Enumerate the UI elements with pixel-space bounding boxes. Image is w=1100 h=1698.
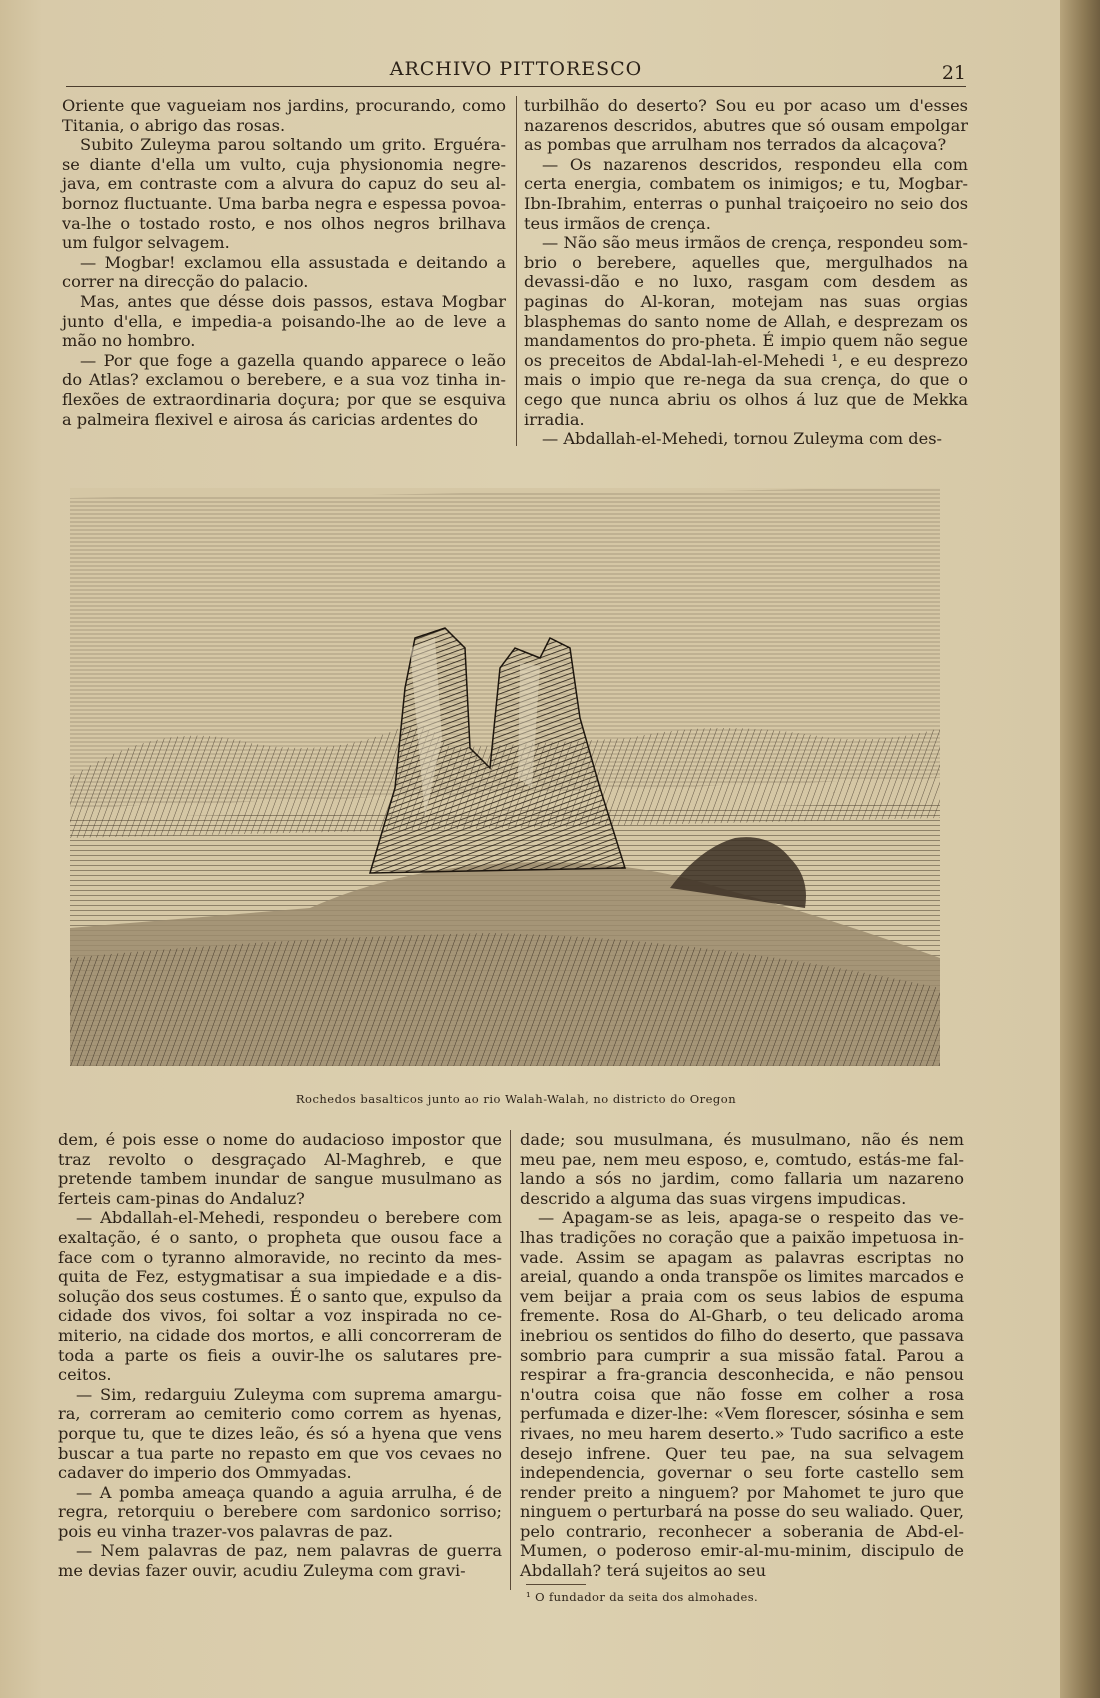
paragraph: — Não são meus irmãos de crença, respondeu som-brio o berebere, aquelles que, mergulhados na devassi-dão e no luxo, rasgam com desdem as paginas do Al-koran, motejam nas suas orgias blasphemas do santo nome de Allah, e desprezam os mandamentos do pro-pheta. É impio quem não segue os preceitos de Abdal-lah-el-Mehedi ¹, e eu desprezo mais o impio que re-nega da sua crença, do que o cego que nunca abriu os olhos á luz que de Mekka irradia. xyxy=(524,233,968,429)
paragraph: — Abdallah-el-Mehedi, respondeu o berebere com exaltação, é o santo, o propheta que ousou face a face com o tyranno almoravide, no recinto da mes-quita de Fez, estygmatisar a sua impiedade e a dis-solução dos seus costumes. É o santo que, expulso da cidade dos vivos, foi soltar a voz inspirada no ce-miterio, na cidade dos mortos, e alli concorreram de toda a parte os fieis a ouvir-lhe os salutares pre-ceitos. xyxy=(58,1208,502,1385)
column-rule xyxy=(516,96,517,446)
paragraph: turbilhão do deserto? Sou eu por acaso um d'esses nazarenos descridos, abutres que só ousam empolgar as pombas que arrulham nos terrados da alcaçova? xyxy=(524,96,968,155)
paragraph: — A pomba ameaça quando a aguia arrulha, é de regra, retorquiu o berebere com sardonico sorriso; pois eu vinha trazer-vos palavras de paz. xyxy=(58,1482,502,1541)
paragraph: dem, é pois esse o nome do audacioso impostor que traz revolto o desgraçado Al-Maghreb, e que pretende tambem inundar de sangue musulmano as ferteis cam-pinas do Andaluz? xyxy=(58,1130,502,1208)
footnote-rule xyxy=(526,1584,586,1585)
paragraph: — Apagam-se as leis, apaga-se o respeito das ve-lhas tradições no coração que a paixão impetuosa in-vade. Assim se apagam as palavras escriptas no areial, quando a onda transpõe os limites marcados e vem beijar a praia com os seus labios de espuma fremente. Rosa do Al-Gharb, o teu delicado aroma inebriou os sentidos do filho do deserto, que passava sombrio para cumprir a sua missão fatal. Parou a respirar a fra-grancia desconhecida, e não pensou n'outra coisa que não fosse em colher a rosa perfumada e dizer-lhe: «Vem florescer, sósinha e sem rivaes, no meu harem deserto.» Tudo sacrifico a este desejo infrene. Quer teu pae, na sua selvagem independencia, governar o seu forte castello sem render preito a ninguem? por Mahomet te juro que ninguem o perturbará na posse do seu waliado. Quer, pelo contrario, reconhecer a soberania de Abd-el-Mumen, o poderoso emir-al-mu-minim, discipulo de Abdallah? terá sujeitos ao seu xyxy=(520,1208,964,1581)
top-right-column xyxy=(524,96,968,449)
engraving-basalt-rocks xyxy=(70,488,940,1066)
paragraph: — Os nazarenos descridos, respondeu ella com certa energia, combatem os inimigos; e tu, Mogbar-Ibn-Ibrahim, enterras o punhal traiçoeiro no seio dos teus irmãos de crença. xyxy=(524,154,968,233)
paragraph: Mas, antes que désse dois passos, estava Mogbar junto d'ella, e impedia-a poisando-lhe ao de leve a mão no hombro. xyxy=(62,291,506,351)
header-rule xyxy=(66,86,966,87)
book-binding-edge xyxy=(1060,0,1100,1698)
paragraph: Oriente que vagueiam nos jardins, procurando, como Titania, o abrigo das rosas. xyxy=(62,96,506,135)
paragraph: Subito Zuleyma parou soltando um grito. Erguéra-se diante d'ella um vulto, cuja physionomia negre-java, em contraste com a alvura do capuz do seu al-bornoz fluctuante. Uma barba negra e espessa povoa-va-lhe o tostado rosto, e nos olhos negros brilhava um fulgor selvagem. xyxy=(62,135,506,253)
paragraph: — Abdallah-el-Mehedi, tornou Zuleyma com des- xyxy=(542,429,942,449)
paragraph: dade; sou musulmana, és musulmano, não és nem meu pae, nem meu esposo, e, comtudo, estás-me fal-lando a sós no jardim, como fallaria um nazareno descrido a alguma das suas virgens impudicas. xyxy=(520,1130,964,1208)
bottom-left-column xyxy=(58,1130,502,1581)
top-left-column xyxy=(62,96,506,429)
running-head xyxy=(66,56,966,84)
paragraph: — Mogbar! exclamou ella assustada e deitando a correr na direcção do palacio. xyxy=(62,252,506,292)
page-number: 21 xyxy=(941,62,966,84)
paragraph: — Nem palavras de paz, nem palavras de guerra me devias fazer ouvir, acudiu Zuleyma com gravi- xyxy=(58,1541,502,1581)
paragraph: — Por que foge a gazella quando apparece o leão do Atlas? exclamou o berebere, e a sua voz tinha in-flexões de extraordinaria doçura; por que se esquiva a palmeira flexivel e airosa ás caricias ardentes do xyxy=(62,350,506,429)
journal-title: ARCHIVO PITTORESCO xyxy=(389,58,643,80)
column-rule xyxy=(510,1130,511,1590)
paragraph: — Sim, redarguiu Zuleyma com suprema amargu-ra, correram ao cemiterio como correm as hyenas, porque tu, que te dizes leão, és só a hyena que vens buscar a tua parte no repasto em que vos cevaes no cadaver do imperio dos Ommyadas. xyxy=(58,1384,502,1483)
figure-caption: Rochedos basalticos junto ao rio Walah-Walah, no districto do Oregon xyxy=(295,1092,737,1106)
bottom-right-column xyxy=(520,1130,964,1581)
footnote: ¹ O fundador da seita dos almohades. xyxy=(526,1590,759,1604)
